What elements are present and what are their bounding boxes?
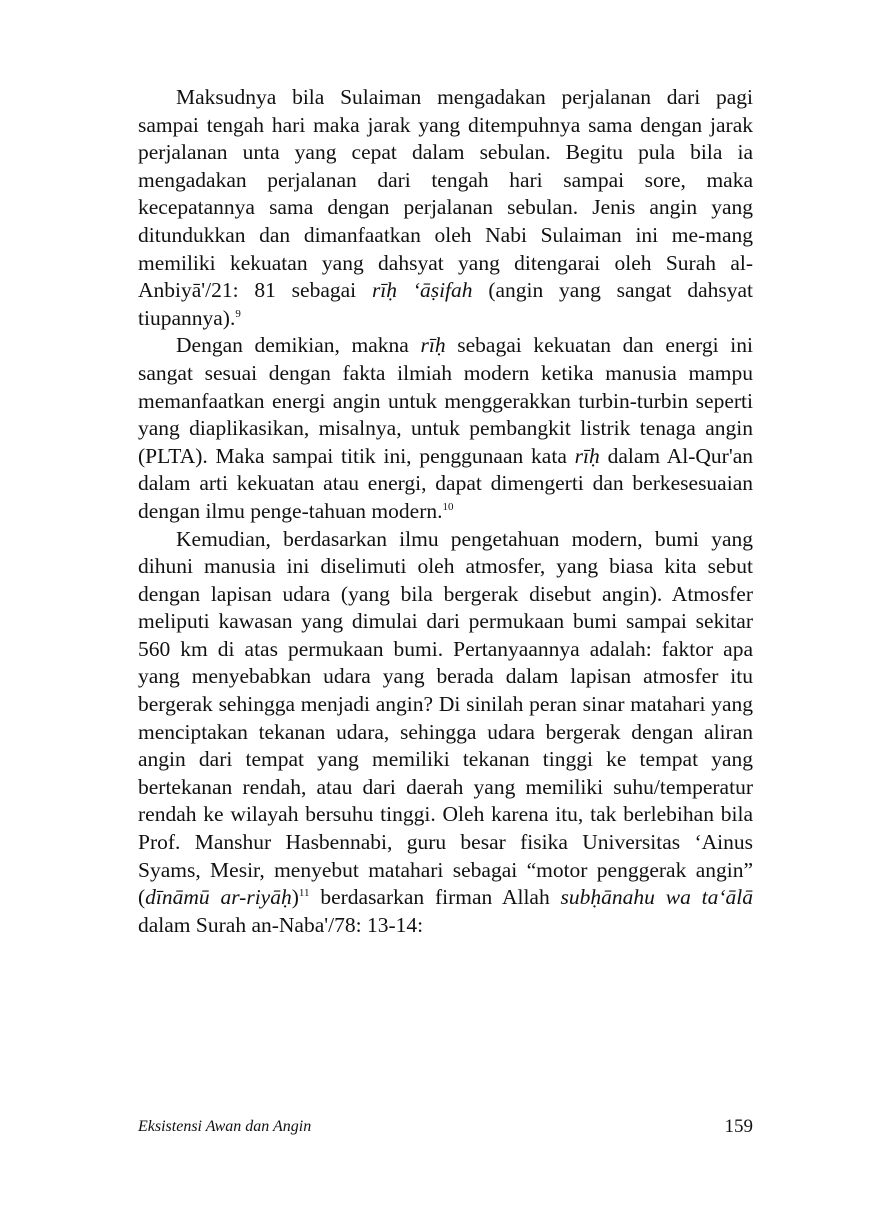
page-footer — [138, 1118, 753, 1142]
text-run: Dengan demikian, makna — [176, 333, 421, 358]
paragraph — [138, 332, 753, 525]
running-footer-title: Eksistensi Awan dan Angin — [138, 1118, 312, 1135]
page-number: 159 — [724, 1116, 753, 1137]
paragraph — [138, 84, 753, 332]
text-run: sebagai kekuatan dan energi ini sangat sesuai dengan fakta ilmiah modern ketika manusia mampu memanfaatkan energi angin untuk menggerakkan turbin-turbin seperti yang diaplikasikan, misalnya, untuk pembangkit listrik tenaga angin (PLTA). Maka sampai titik ini, penggunaan kata — [138, 333, 754, 468]
footnote-ref: 11 — [298, 887, 310, 900]
text-run: berdasarkan firman Allah — [309, 885, 561, 910]
text-run: dalam Al-Qur'an dalam arti kekuatan atau energi, dapat dimengerti dan berkesesuaian dengan ilmu penge-tahuan modern. — [138, 443, 753, 523]
text-run: ) — [291, 885, 299, 910]
italic-term: dīnāmū ar-riyāḥ — [145, 885, 292, 910]
italic-term: rīḥ ‘āṣifah — [371, 278, 473, 303]
text-run: Kemudian, berdasarkan ilmu pengetahuan modern, bumi yang dihuni manusia ini diselimuti oleh atmosfer, yang biasa kita sebut dengan lapisan udara (yang bila bergerak disebut angin). Atmosfer meliputi kawasan yang dimulai dari permukaan bumi sampai sekitar 560 km di atas permukaan bumi. Pertanyaannya adalah: faktor apa yang menyebabkan udara yang berada dalam lapisan atmosfer itu bergerak sehingga menjadi angin? Di sinilah peran sinar matahari yang menciptakan tekanan udara, sehingga udara bergerak dengan aliran angin dari tempat yang memiliki tekanan tinggi ke tempat yang bertekanan rendah, atau dari daerah yang memiliki suhu/temperatur rendah ke wilayah bersuhu tinggi. Oleh karena itu, tak berlebihan bila Prof. Manshur Hasbennabi, guru besar fisika Universitas ‘Ainus Syams, Mesir, menyebut matahari sebagai “motor penggerak angin” ( — [138, 526, 753, 910]
italic-term: subḥānahu wa ta‘ālā — [560, 885, 754, 910]
italic-term: rīḥ — [420, 333, 446, 358]
text-run: dalam Surah an-Naba'/78: 13-14: — [138, 912, 424, 937]
text-run: Maksudnya bila Sulaiman mengadakan perjalanan dari pagi sampai tengah hari maka jarak yang ditempuhnya sama dengan jarak perjalanan unta yang cepat dalam sebulan. Begitu pula bila ia mengadakan perjalanan dari tengah hari sampai sore, maka kecepatannya sama dengan perjalanan sebulan. Jenis angin yang ditundukkan dan dimanfaatkan oleh Nabi Sulaiman ini me-mang memiliki kekuatan yang dahsyat yang ditengarai oleh Surah al-Anbiyā'/21: 81 sebagai — [138, 85, 753, 303]
text-run: (angin yang sangat dahsyat tiupannya). — [138, 278, 753, 330]
footnote-ref: 10 — [442, 500, 454, 513]
italic-term: rīḥ — [574, 443, 600, 468]
paragraph — [138, 526, 753, 940]
footnote-ref: 9 — [235, 307, 241, 320]
page-body — [138, 84, 753, 939]
